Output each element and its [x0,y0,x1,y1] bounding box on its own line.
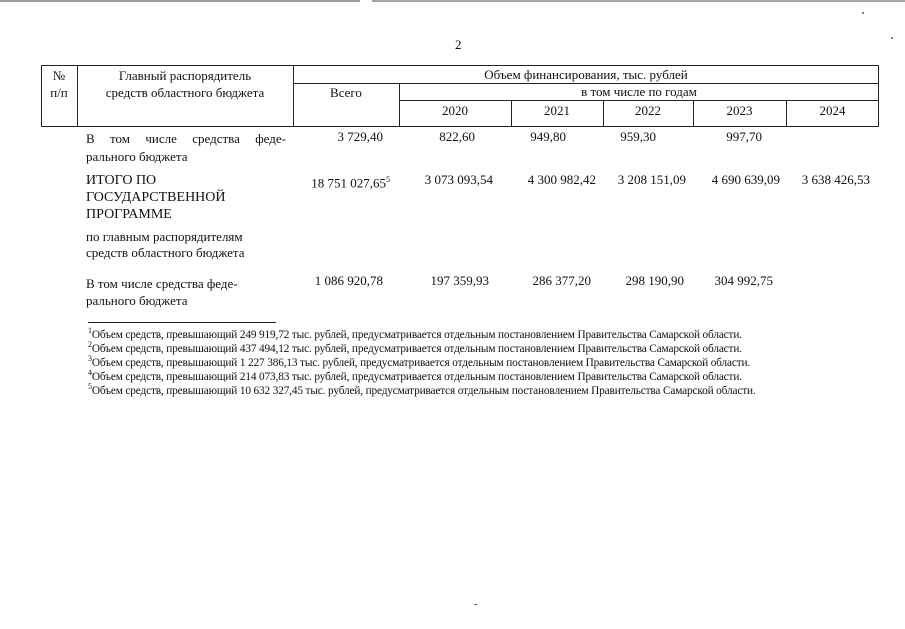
scan-top-edge [0,0,905,2]
label-line: ИТОГО ПО [86,173,157,188]
value: 18 751 027,65 [311,175,386,191]
footnote-text: Объем средств, превышающий 437 494,12 тыс. рублей, предусматривается отдельным постановлением Правительства Самарской области. [91,342,742,355]
footnote-text: Объем средств, превышающий 214 073,83 тыс. рублей, предусматривается отдельным постановлением Правительства Самарской области. [91,370,742,383]
header-admin-line2: средств областного бюджета [105,85,265,100]
row-federal-2-2021: 286 377,20 [532,273,591,288]
row-total-2022: 3 208 151,09 [617,172,686,187]
row-federal-1-2023: 997,70 [726,129,762,144]
row-federal-2-2022: 298 190,90 [625,273,684,288]
row-federal-2-2023: 304 992,75 [714,273,773,288]
label-line: ПРОГРАММЕ [86,207,172,222]
scan-speck [891,37,893,39]
label-line: рального бюджета [86,293,188,308]
header-no-line1: № [52,68,66,83]
row-federal-1-2020: 822,60 [439,129,475,144]
row-total-sublabel [86,229,296,261]
scan-speck [474,604,477,605]
label-line: В том числе средства феде- [86,276,238,291]
header-year-2020: 2020 [442,103,468,118]
header-no-line2: п/п [50,85,68,100]
row-federal-2-label [86,276,296,308]
row-total-2023: 4 690 639,09 [711,172,780,187]
header-funding-title: Объем финансирования, тыс. рублей [484,67,688,82]
header-year-2021: 2021 [544,103,570,118]
row-total-2021: 4 300 982,42 [527,172,596,187]
footnote-mark: 1 [88,326,92,335]
rule [399,100,879,101]
footnote-separator [88,322,276,323]
label-line: рального бюджета [86,149,188,164]
row-federal-2-total: 1 086 920,78 [314,273,383,288]
scan-speck [862,12,864,14]
footnote-mark: 5 [88,382,92,391]
row-total-label [86,172,296,223]
header-total: Всего [330,85,362,100]
label-line: ГОСУДАРСТВЕННОЙ [86,190,226,205]
row-federal-1-total: 3 729,40 [337,129,383,144]
row-federal-1-2021: 949,80 [530,129,566,144]
footnote-mark: 3 [88,354,92,363]
header-year-2022: 2022 [635,103,661,118]
footnote-ref: 5 [386,175,390,184]
label-line: В том числе средства феде- [86,131,286,146]
row-federal-2-2020: 197 359,93 [430,273,489,288]
footnote-text: Объем средств, превышающий 10 632 327,45 тыс. рублей, предусматривается отдельным постановлением Правительства Самарской области. [91,384,756,397]
footnote-mark: 2 [88,340,92,349]
label-line: средств областного бюджета [86,245,245,260]
table-header [41,65,879,127]
row-total-total [290,172,390,190]
footnote [88,380,756,398]
row-total-2024: 3 638 426,53 [801,172,870,187]
row-total-2020: 3 073 093,54 [424,172,493,187]
header-year-2024: 2024 [819,103,846,118]
rule [41,65,879,66]
label-line: по главным распорядителям [86,229,243,244]
header-by-years: в том числе по годам [581,84,697,99]
footnote-text: Объем средств, превышающий 1 227 386,13 тыс. рублей, предусматривается отдельным постановлением Правительства Самарской области. [91,356,751,369]
footnote-mark: 4 [88,368,92,377]
page-number: 2 [455,37,462,52]
header-admin-line1: Главный распорядитель [118,68,252,83]
footnote-text: Объем средств, превышающий 249 919,72 тыс. рублей, предусматривается отдельным постановлением Правительства Самарской области. [91,328,742,341]
rule [41,126,879,127]
header-year-2023: 2023 [726,103,753,118]
row-federal-1-2022: 959,30 [620,129,656,144]
row-federal-1-label [86,131,286,164]
